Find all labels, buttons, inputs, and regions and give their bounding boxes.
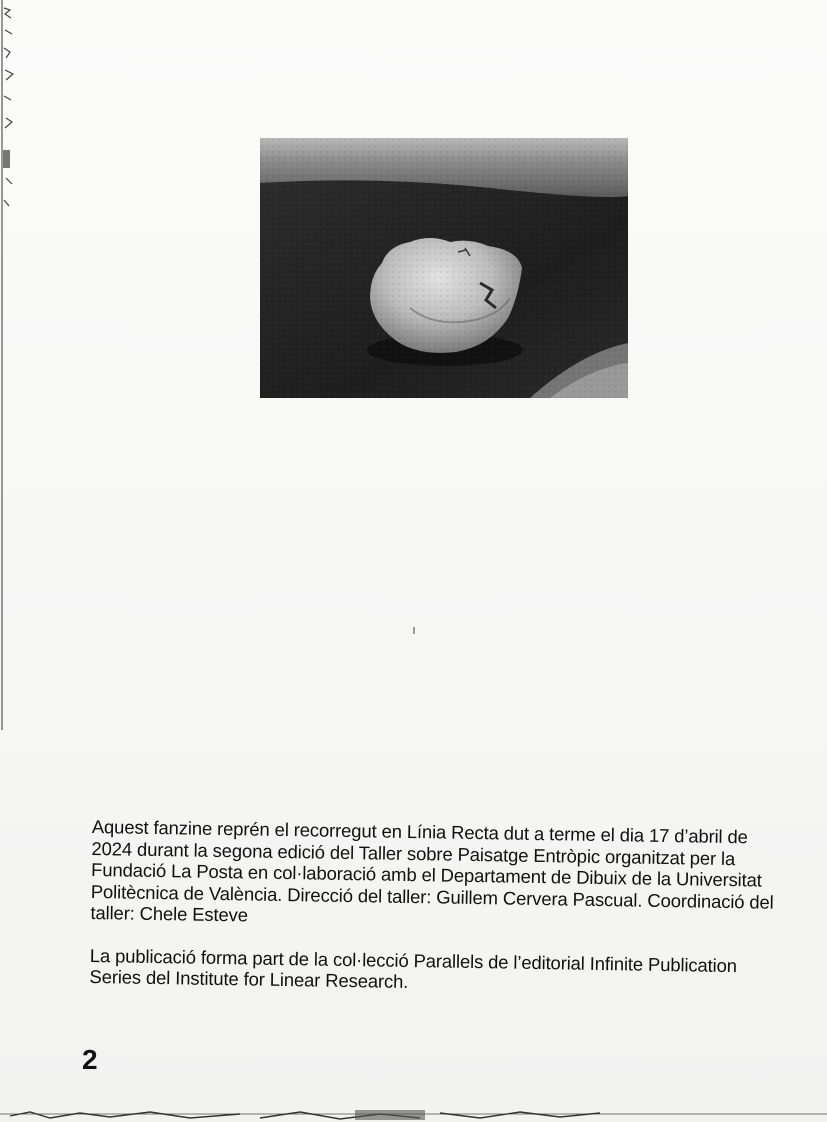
stone-photograph: [260, 138, 628, 398]
colophon-paragraph-workshop: Aquest fanzine reprén el recorregut en Línia Recta dut a terme el dia 17 d’abril de 2024 durant la segona edició del Taller sobre Paisatge Entròpic organitzat per la Fundació La Posta en col·laboració amb el Departament de Dibuix de la Universitat Politècnica de València. Direcció del taller: Guillem Cervera Pascual. Coordinació del taller: Chele Esteve: [90, 816, 774, 926]
colophon-paragraph-collection: La publicació forma part de la col·lecció Parallels de l’editorial Infinite Publication Series del Institute for Linear Research.: [89, 944, 738, 992]
page-number: 2: [82, 1044, 98, 1075]
scan-speck: [413, 627, 415, 634]
colophon-text: [89, 816, 782, 998]
scan-edge-bottom: [0, 1106, 827, 1122]
scan-edge-left: [0, 0, 18, 730]
